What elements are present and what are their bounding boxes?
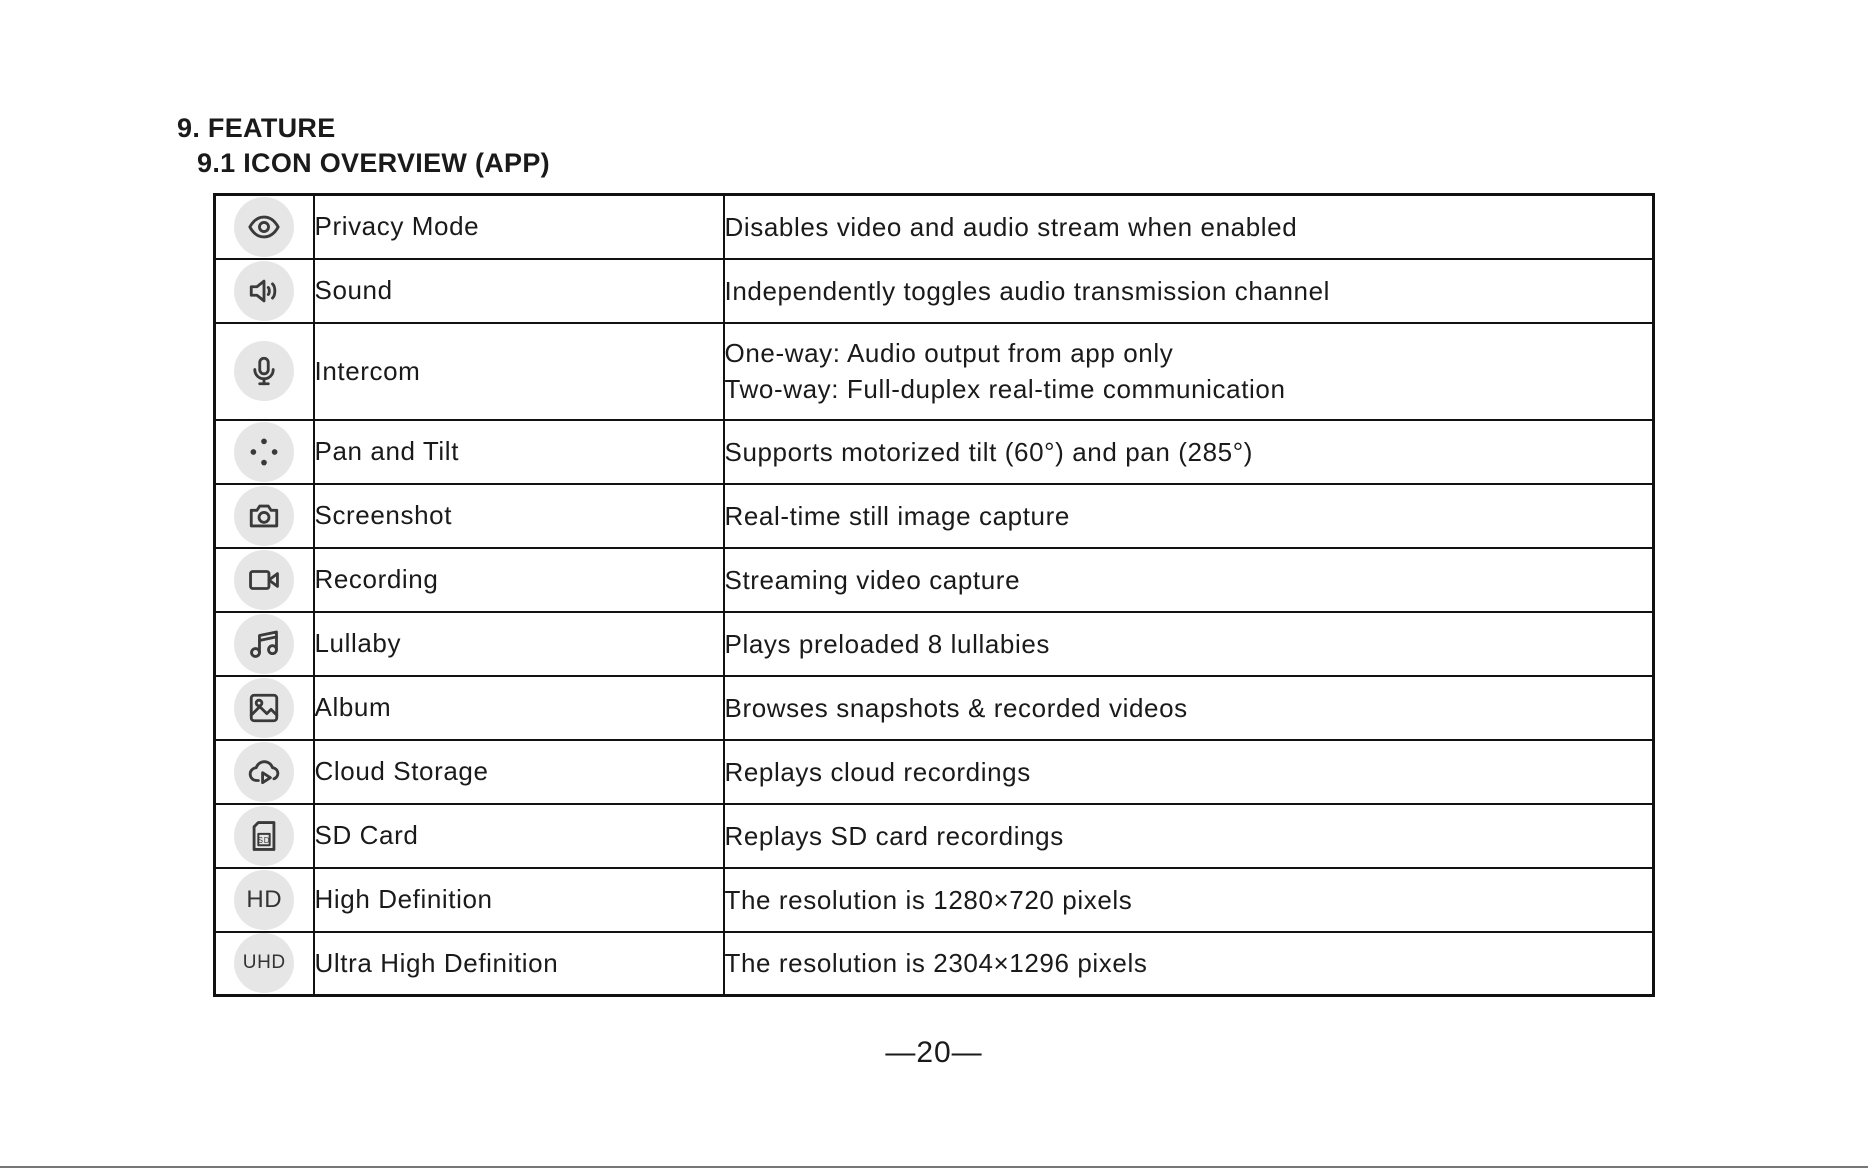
feature-name: Cloud Storage	[314, 740, 724, 804]
description-line: Supports motorized tilt (60°) and pan (285°)	[724, 436, 1253, 467]
feature-description	[724, 195, 1654, 259]
description-line: One-way: Audio output from app only	[724, 338, 1174, 368]
feature-description	[724, 804, 1654, 868]
feature-name: Lullaby	[314, 612, 724, 676]
feature-description	[724, 612, 1654, 676]
eye-icon	[234, 197, 294, 257]
feature-name: Intercom	[314, 323, 724, 420]
camera-icon	[234, 486, 294, 546]
feature-description	[724, 323, 1654, 420]
speaker-icon	[234, 261, 294, 321]
feature-name: SD Card	[314, 804, 724, 868]
feature-description	[724, 868, 1654, 932]
description-line: Browses snapshots & recorded videos	[724, 692, 1188, 723]
description-line: Streaming video capture	[724, 564, 1021, 595]
table-row	[215, 804, 1654, 868]
feature-name: High Definition	[314, 868, 724, 932]
table-row	[215, 259, 1654, 323]
description-line: Two-way: Full-duplex real-time communication	[724, 374, 1286, 404]
feature-description	[724, 420, 1654, 484]
description-line: Plays preloaded 8 lullabies	[724, 628, 1051, 659]
table-row	[215, 868, 1654, 932]
icon-overview-table	[213, 193, 1655, 997]
feature-description	[724, 259, 1654, 323]
subsection-heading: 9.1 ICON OVERVIEW (APP)	[197, 148, 550, 178]
feature-description	[724, 548, 1654, 612]
feature-description	[724, 484, 1654, 548]
hd-icon-label: HD	[246, 885, 283, 913]
hd-icon	[234, 870, 294, 930]
table-row	[215, 740, 1654, 804]
feature-name: Album	[314, 676, 724, 740]
sd-label: SD	[257, 835, 271, 845]
music-note-icon	[234, 614, 294, 674]
table-row	[215, 323, 1654, 420]
feature-description	[724, 740, 1654, 804]
table-row	[215, 484, 1654, 548]
table-row	[215, 612, 1654, 676]
image-icon	[234, 678, 294, 738]
description-line: Disables video and audio stream when enabled	[724, 211, 1298, 242]
cloud-play-icon	[234, 742, 294, 802]
page-number: —20—	[885, 1036, 983, 1069]
pan-tilt-icon	[234, 422, 294, 482]
video-camera-icon	[234, 550, 294, 610]
feature-description	[724, 932, 1654, 996]
description-line: Independently toggles audio transmission channel	[724, 275, 1331, 306]
feature-name: Screenshot	[314, 484, 724, 548]
table-row	[215, 932, 1654, 996]
description-line: Replays SD card recordings	[724, 820, 1064, 851]
description-line: The resolution is 2304×1296 pixels	[724, 948, 1148, 979]
bottom-divider	[0, 1166, 1868, 1168]
table-row	[215, 548, 1654, 612]
description-line: Real-time still image capture	[724, 500, 1070, 531]
table-row	[215, 420, 1654, 484]
section-heading: 9. FEATURE	[177, 113, 336, 143]
uhd-icon	[234, 933, 294, 993]
uhd-icon-label: UHD	[242, 952, 286, 974]
feature-name: Ultra High Definition	[314, 932, 724, 996]
table-row	[215, 195, 1654, 259]
feature-description	[724, 676, 1654, 740]
microphone-icon	[234, 341, 294, 401]
feature-name: Sound	[314, 259, 724, 323]
table-row	[215, 676, 1654, 740]
feature-name: Privacy Mode	[314, 195, 724, 259]
feature-name: Pan and Tilt	[314, 420, 724, 484]
description-line: Replays cloud recordings	[724, 756, 1031, 787]
feature-name: Recording	[314, 548, 724, 612]
sd-card-icon	[234, 806, 294, 866]
description-line: The resolution is 1280×720 pixels	[724, 884, 1133, 915]
